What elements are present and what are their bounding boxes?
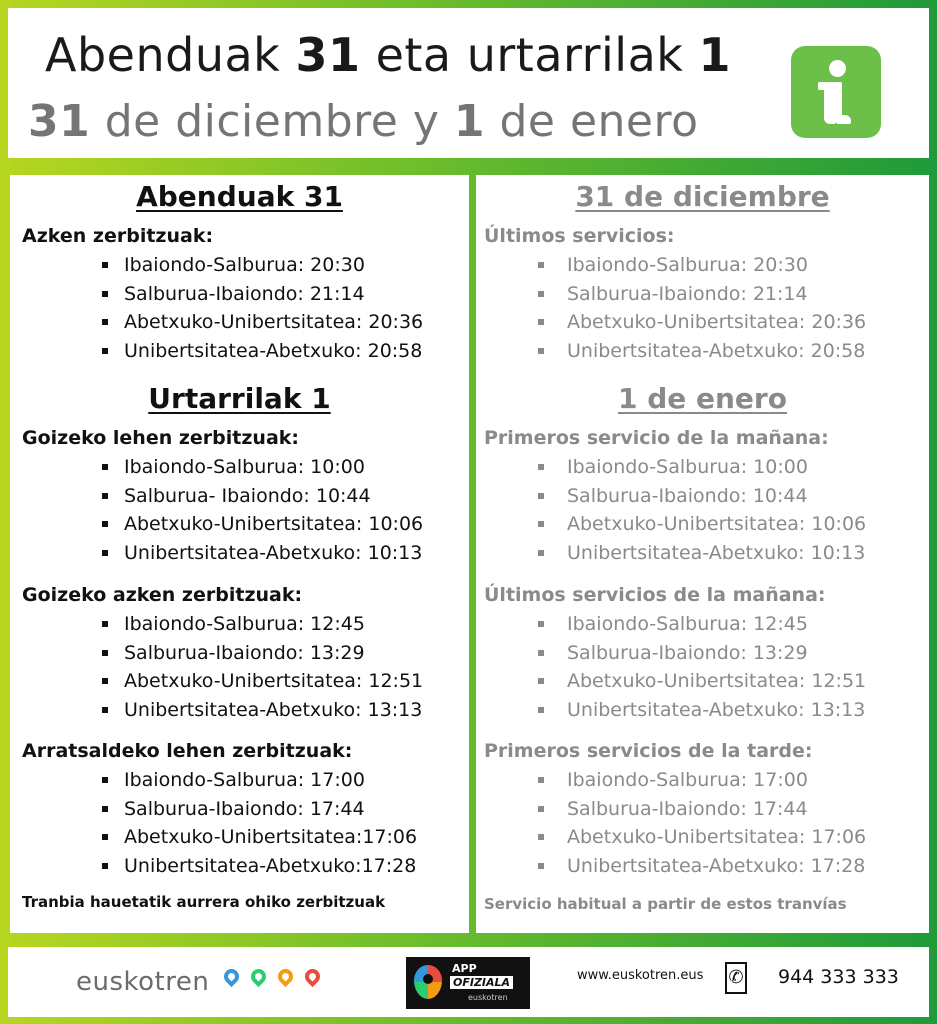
app-badge[interactable]: APP OFIZIALA euskotren [406,957,530,1009]
service-item: Unibertsitatea-Abetxuko:17:28 [10,852,417,881]
bullet-icon [538,262,544,268]
service-item: Ibaiondo-Salburua: 20:30 [476,251,866,280]
basque-panel [10,175,469,933]
bullet-icon [102,621,108,627]
group-title: Últimos servicios: [484,225,675,247]
section-title-jan1: Urtarrilak 1 [148,382,331,415]
group-title: Primeros servicios de la tarde: [484,740,813,762]
title-basque: Abenduak 31 eta urtarrilak 1 [45,28,732,82]
bullet-icon [538,348,544,354]
brand-name: euskotren [76,967,210,997]
title-spanish: 31 de diciembre y 1 de enero [28,96,699,147]
bullet-icon [538,621,544,627]
service-list [10,610,423,725]
group-title: Últimos servicios de la mañana: [484,584,826,606]
service-item: Abetxuko-Unibertsitatea: 10:06 [476,510,866,539]
service-item: Unibertsitatea-Abetxuko: 13:13 [10,696,423,725]
bullet-icon [102,521,108,527]
service-item: Abetxuko-Unibertsitatea: 20:36 [476,308,866,337]
service-item: Salburua-Ibaiondo: 21:14 [476,280,866,309]
bullet-icon [102,464,108,470]
service-item: Salburua- Ibaiondo: 10:44 [10,482,423,511]
bullet-icon [102,319,108,325]
service-item: Abetxuko-Unibertsitatea: 17:06 [476,823,866,852]
spanish-panel [476,175,929,933]
bullet-icon [538,650,544,656]
app-logo-icon [414,965,442,999]
bullet-icon [538,493,544,499]
service-item: Salburua-Ibaiondo: 21:14 [10,280,423,309]
bullet-icon [102,834,108,840]
bullet-icon [102,262,108,268]
service-list [476,766,866,881]
group-title: Arratsaldeko lehen zerbitzuak: [22,740,353,762]
bullet-icon [538,863,544,869]
service-item: Abetxuko-Unibertsitatea:17:06 [10,823,417,852]
bullet-icon [102,707,108,713]
service-item: Unibertsitatea-Abetxuko: 13:13 [476,696,866,725]
service-item: Unibertsitatea-Abetxuko: 20:58 [10,337,423,366]
service-item: Ibaiondo-Salburua: 17:00 [476,766,866,795]
section-title-jan1: 1 de enero [618,382,787,415]
service-list [476,251,866,366]
service-item: Salburua-Ibaiondo: 13:29 [476,639,866,668]
bullet-icon [102,348,108,354]
service-item: Unibertsitatea-Abetxuko: 17:28 [476,852,866,881]
phone-number[interactable]: 944 333 333 [778,966,899,988]
info-icon [791,46,881,138]
bullet-icon [538,707,544,713]
bullet-icon [538,834,544,840]
bullet-icon [538,521,544,527]
bullet-icon [538,319,544,325]
service-item: Ibaiondo-Salburua: 12:45 [10,610,423,639]
bullet-icon [102,863,108,869]
footer [8,947,929,1017]
service-item: Ibaiondo-Salburua: 12:45 [476,610,866,639]
bullet-icon [102,493,108,499]
phone-icon: ✆ [725,962,747,994]
bullet-icon [102,650,108,656]
service-item: Ibaiondo-Salburua: 10:00 [10,453,423,482]
service-item: Abetxuko-Unibertsitatea: 12:51 [476,667,866,696]
website-link[interactable]: www.euskotren.eus [577,968,704,983]
bullet-icon [538,777,544,783]
service-list [476,610,866,725]
service-item: Ibaiondo-Salburua: 20:30 [10,251,423,280]
note: Servicio habitual a partir de estos tranvías [484,895,847,913]
bullet-icon [102,291,108,297]
service-list [10,453,423,568]
bullet-icon [538,678,544,684]
bullet-icon [102,550,108,556]
service-item: Salburua-Ibaiondo: 17:44 [476,795,866,824]
service-item: Ibaiondo-Salburua: 17:00 [10,766,417,795]
service-item: Abetxuko-Unibertsitatea: 12:51 [10,667,423,696]
bullet-icon [538,291,544,297]
service-list [10,766,417,881]
section-title-dec31: 31 de diciembre [575,180,830,213]
bullet-icon [538,806,544,812]
bullet-icon [102,806,108,812]
service-item: Abetxuko-Unibertsitatea: 10:06 [10,510,423,539]
note: Tranbia hauetatik aurrera ohiko zerbitzuak [22,893,386,911]
service-item: Ibaiondo-Salburua: 10:00 [476,453,866,482]
group-title: Primeros servicio de la mañana: [484,427,829,449]
service-item: Unibertsitatea-Abetxuko: 20:58 [476,337,866,366]
bullet-icon [102,777,108,783]
bullet-icon [102,678,108,684]
group-title: Goizeko azken zerbitzuak: [22,584,303,606]
header [8,8,929,158]
bullet-icon [538,550,544,556]
service-item: Unibertsitatea-Abetxuko: 10:13 [10,539,423,568]
service-item: Salburua-Ibaiondo: 17:44 [10,795,417,824]
service-item: Abetxuko-Unibertsitatea: 20:36 [10,308,423,337]
group-title: Azken zerbitzuak: [22,225,214,247]
service-item: Salburua-Ibaiondo: 13:29 [10,639,423,668]
service-list [476,453,866,568]
bullet-icon [538,464,544,470]
section-title-dec31: Abenduak 31 [136,180,343,213]
service-item: Salburua-Ibaiondo: 10:44 [476,482,866,511]
service-item: Unibertsitatea-Abetxuko: 10:13 [476,539,866,568]
group-title: Goizeko lehen zerbitzuak: [22,427,300,449]
service-list [10,251,423,366]
